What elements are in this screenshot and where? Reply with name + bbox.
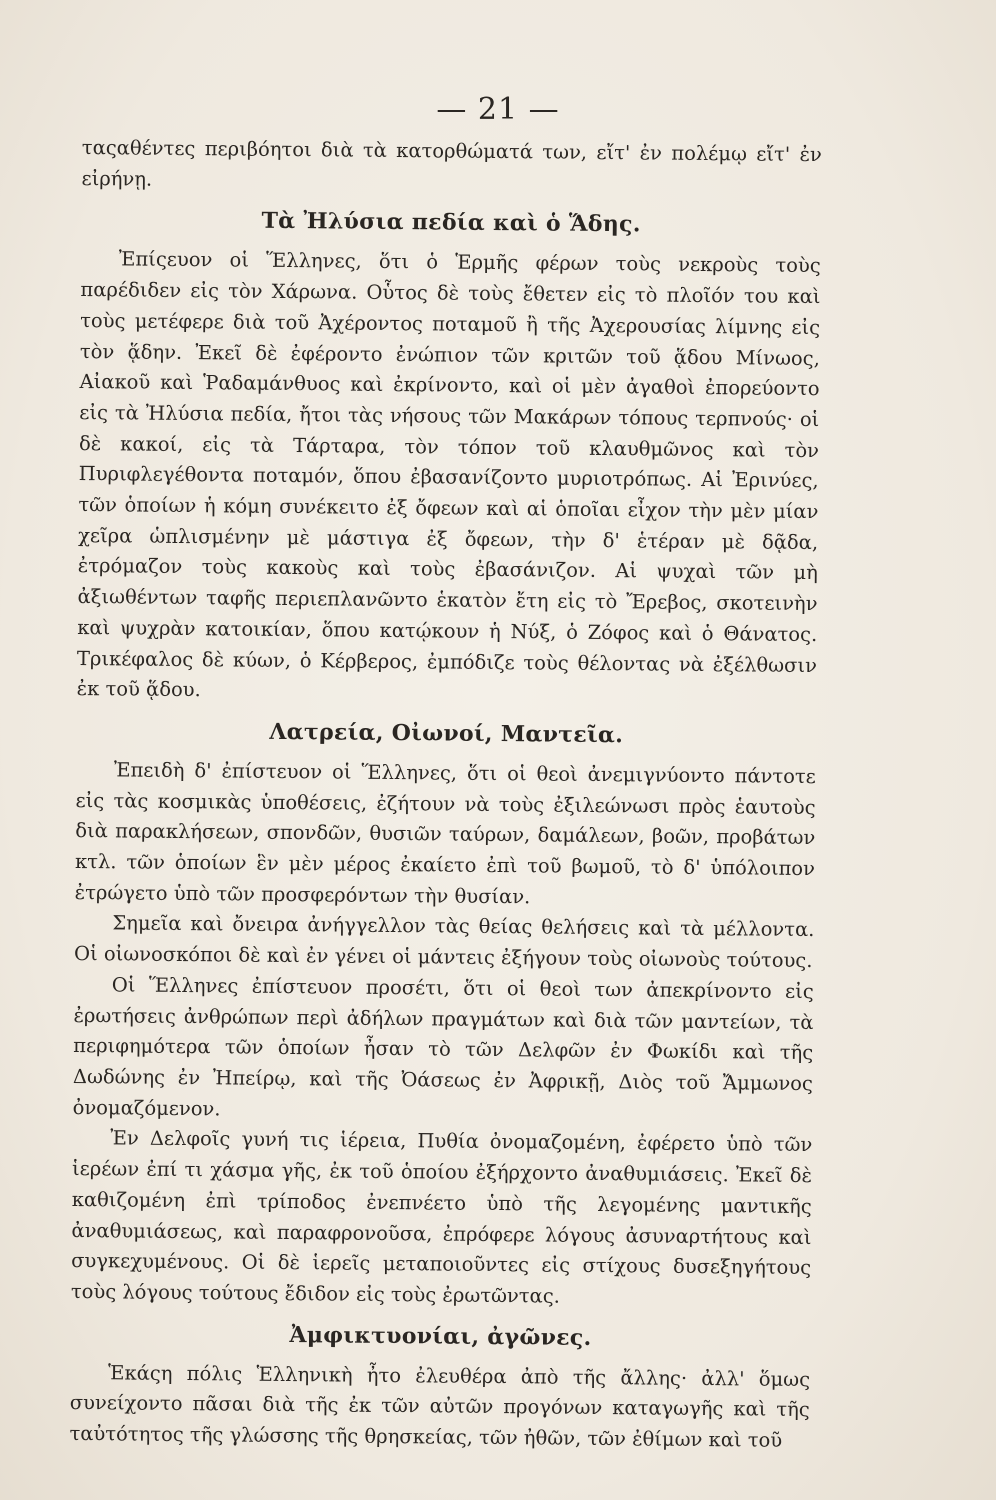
paragraph-continuation: ταςαθέντες περιβόητοι διὰ τὰ κατορθώματά των, εἴτ' ἐν πολέμῳ εἴτ' ἐν εἰρήνῃ. [81,135,822,191]
paragraph-signs-and-dreams: Σημεῖα καὶ ὄνειρα ἀνήγγελλον τὰς θείας θελήσεις καὶ τὰ μέλλοντα. Οἱ οἰωνοσκόποι δὲ καὶ ἐν γένει οἱ μάντεις ἐξήγουν τοὺς οἰωνοὺς τούτους. [74,911,815,973]
paragraph-oracles: Οἱ Ἕλληνες ἐπίστευον προσέτι, ὅτι οἱ θεοὶ των ἀπεκρίνοντο εἰς ἐρωτήσεις ἀνθρώπων περὶ ἀδήλων πραγμάτων καὶ διὰ τῶν μαντείων, τὰ περιφημότερα τῶν ὁποίων ἦσαν τὸ τῶν Δελφῶν ἐν Φωκίδι καὶ τῆς Δωδώνης ἐν Ἠπείρῳ, καὶ τῆς Ὀάσεως ἐν Ἀφρικῇ, Διὸς τοῦ Ἄμμωνος ὀνομαζόμενον. [72,973,814,1121]
section-heading-worship-omens-oracles: Λατρεία, Οἰωνοί, Μαντεῖα. [269,718,624,749]
paragraph-delphi-pythia: Ἐν Δελφοῖς γυνή τις ἱέρεια, Πυθία ὀνομαζομένη, ἐφέρετο ὑπὸ τῶν ἱερέων ἐπί τι χάσμα γῆς, ἐκ τοῦ ὁποίου ἐξήρχοντο ἀναθυμιάσεις. Ἐκεῖ δὲ καθιζομένη ἐπὶ τρίποδος ἐνεπνέετο ὑπὸ τῆς λεγομένης μαντικῆς ἀναθυμιάσεως, καὶ παραφρονοῦσα, ἐπρόφερε λόγους ἀσυναρτήτους καὶ συγκεχυμένους. Οἱ δὲ ἱερεῖς μεταποιοῦντες εἰς στίχους δυσεξηγήτους τοὺς λόγους τούτους ἔδιδον εἰς τοὺς ἐρωτῶντας. [70,1126,813,1308]
section-heading-amphictyonies-games: Ἀμφικτυονίαι, ἀγῶνες. [289,1321,592,1351]
page-body [69,133,822,1457]
paragraph-afterlife: Ἐπίςευον οἱ Ἕλληνες, ὅτι ὁ Ἑρμῆς φέρων τοὺς νεκροὺς τοὺς παρέδιδεν εἰς τὸν Χάρωνα. Οὗτος δὲ τοὺς ἔθετεν εἰς τὸ πλοῖόν του καὶ τοὺς μετέφερε διὰ τοῦ Ἀχέροντος ποταμοῦ ἢ τῆς Ἀχερουσίας λίμνης εἰς τὸν ᾅδην. Ἐκεῖ δὲ ἐφέροντο ἐνώπιον τῶν κριτῶν τοῦ ᾅδου Μίνωος, Αἰακοῦ καὶ Ῥαδαμάνθυος καὶ ἐκρίνοντο, καὶ οἱ μὲν ἀγαθοὶ ἐπορεύοντο εἰς τὰ Ἠλύσια πεδία, ἤτοι τὰς νήσους τῶν Μακάρων τόπους τερπνούς· οἱ δὲ κακοί, εἰς τὰ Τάρταρα, τὸν τόπον τοῦ κλαυθμῶνος καὶ τὸν Πυριφλεγέθοντα ποταμόν, ὅπου ἐβασανίζοντο μυριοτρόπως. Αἱ Ἐρινύες, τῶν ὁποίων ἡ κόμη συνέκειτο ἐξ ὄφεων καὶ αἱ ὁποῖαι εἶχον τὴν μὲν μίαν χεῖρα ὡπλισμένην μὲ μάστιγα ἐξ ὄφεων, τὴν δ' ἑτέραν μὲ δᾷδα, ἐτρόμαζον τοὺς κακοὺς καὶ τοὺς ἐβασάνιζον. Αἱ ψυχαὶ τῶν μὴ ἀξιωθέντων ταφῆς περιεπλανῶντο ἑκατὸν ἔτη εἰς τὸ Ἔρεβος, σκοτεινὴν καὶ ψυχρὰν κατοικίαν, ὅπου κατῴκουν ἡ Νύξ, ὁ Ζόφος καὶ ὁ Θάνατος. Τρικέφαλος δὲ κύων, ὁ Κέρβερος, ἐμπόδιζε τοὺς θέλοντας νὰ ἐξέλθωσιν ἐκ τοῦ ᾅδου. [76,247,821,702]
paragraph-sacrifices: Ἐπειδὴ δ' ἐπίστευον οἱ Ἕλληνες, ὅτι οἱ θεοὶ ἀνεμιγνύοντο πάντοτε εἰς τὰς κοσμικὰς ὑποθέσεις, ἐζήτουν νὰ τοὺς ἐξιλεώνωσι πρὸς ἑαυτοὺς διὰ παρακλήσεων, σπονδῶν, θυσιῶν ταύρων, δαμάλεων, βοῶν, προβάτων κτλ. τῶν ὁποίων ἓν μὲν μέρος ἐκαίετο ἐπὶ τοῦ βωμοῦ, τὸ δ' ὑπόλοιπον ἐτρώγετο ὑπὸ τῶν προσφερόντων τὴν θυσίαν. [74,758,816,909]
page-number: — 21 — [436,92,560,127]
paragraph-greek-cities: Ἑκάςη πόλις Ἑλληνικὴ ἦτο ἐλευθέρα ἀπὸ τῆς ἄλλης· ἀλλ' ὅμως συνείχοντο πᾶσαι διὰ τῆς ἐκ τῶν αὐτῶν προγόνων καταγωγῆς καὶ τῆς ταὐτότητος τῆς γλώσσης τῆς θρησκείας, τῶν ἠθῶν, τῶν ἐθίμων καὶ τοῦ [69,1360,811,1452]
section-heading-elysian-fields-and-hades: Τὰ Ἠλύσια πεδία καὶ ὁ Ἅδης. [261,208,641,238]
